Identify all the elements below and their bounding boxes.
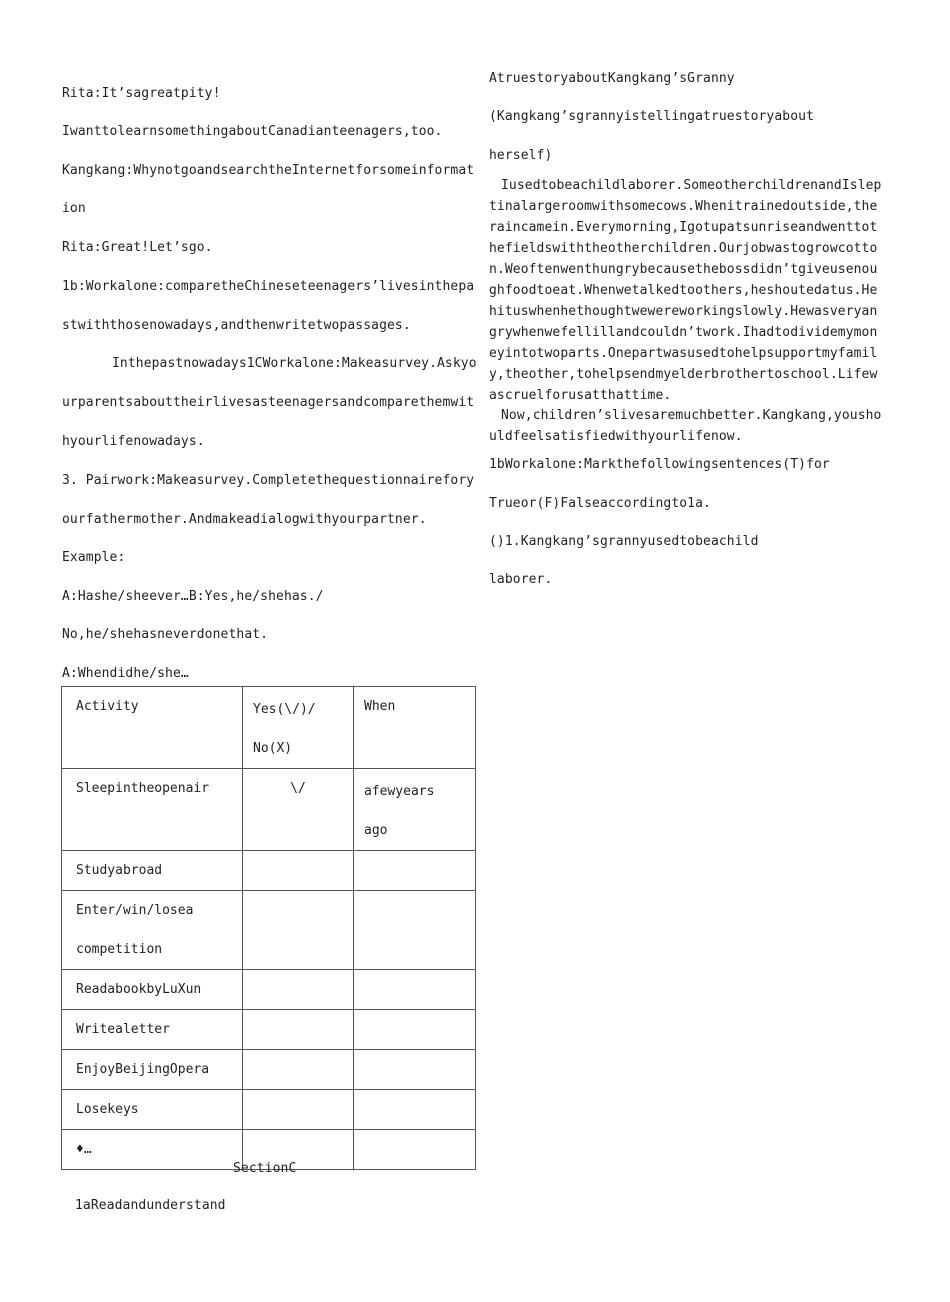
yes-cell: \/ <box>243 769 354 851</box>
header-when: When <box>354 687 476 769</box>
dialog-line: Kangkang:WhynotgoandsearchtheInternetforsomeinformat <box>62 163 475 178</box>
activity-cell: Sleepintheopenair <box>62 769 243 851</box>
yes-cell <box>243 1050 354 1090</box>
when-cell <box>354 1090 476 1130</box>
dialog-line: Rita:Great!Let’sgo. <box>62 240 213 255</box>
when-cell <box>354 1130 476 1170</box>
table-row <box>62 1010 476 1050</box>
example-line: No,he/shehasneverdonethat. <box>62 627 269 642</box>
when-cell <box>354 1050 476 1090</box>
task-line: stwiththosenowadays,andthenwritetwopassages. <box>62 318 411 333</box>
table-row <box>62 769 476 851</box>
activity-cell: Writealetter <box>62 1010 243 1050</box>
when-cell: afewyears ago <box>354 769 476 851</box>
table-row <box>62 891 476 970</box>
dialog-line: ion <box>62 201 86 216</box>
when-cell <box>354 970 476 1010</box>
dialog-line: IwanttolearnsomethingaboutCanadianteenagers,too. <box>62 124 443 139</box>
table-row <box>62 970 476 1010</box>
survey-table <box>61 686 476 1170</box>
activity-cell: Losekeys <box>62 1090 243 1130</box>
read-label: 1aReadandunderstand <box>75 1198 226 1213</box>
section-title: SectionC <box>233 1161 297 1176</box>
story-subtitle: herself) <box>489 148 553 163</box>
activity-cell: EnjoyBeijingOpera <box>62 1050 243 1090</box>
example-line: A:Whendidhe/she… <box>62 666 189 681</box>
header-activity: Activity <box>62 687 243 769</box>
story-paragraph: Iusedtobeachildlaborer.SomeotherchildrenandIsleptinalargeroomwithsomecows.Whenitrainedoutside,theraincamein.Everymorning,Igotupatsunriseandwenttothefieldswiththeotherchildren.Ourjobwastogrowcotton.Weoftenwenthungrybecausethebossdidn’tgiveusenoughfoodtoeat.Whenwetalkedtoothers,heshoutedatus.Hehituswhenhethoughtwewereworkingslowly.Hewasveryangrywhenwefellillandcouldn’twork.Ihadtodividemymoneyintotwoparts.Onepartwasusedtohelpsupportmyfamily,theother,tohelpsendmyelderbrothertoschool.Lifewascruelforusatthattime. <box>489 178 882 403</box>
task-line: Inthepastnowadays1CWorkalone:Makeasurvey.Askyo <box>112 356 477 371</box>
story-title: AtruestoryaboutKangkang’sGranny <box>489 71 735 86</box>
table-row <box>62 1050 476 1090</box>
when-cell <box>354 891 476 970</box>
task-line: 1b:Workalone:comparetheChineseteenagers’livesinthepa <box>62 279 475 294</box>
yes-cell <box>243 1090 354 1130</box>
yes-cell <box>243 970 354 1010</box>
yes-cell <box>243 851 354 891</box>
header-yes-no: Yes(\/)/ No(X) <box>243 687 354 769</box>
table-row <box>62 851 476 891</box>
activity-cell: Studyabroad <box>62 851 243 891</box>
example-line: A:Hashe/sheever…B:Yes,he/shehas./ <box>62 589 324 604</box>
when-cell <box>354 1010 476 1050</box>
task-line: 3. Pairwork:Makeasurvey.Completethequestionnairefory <box>62 473 475 488</box>
table-header-row <box>62 687 476 769</box>
when-cell <box>354 851 476 891</box>
dialog-line: Rita:It’sagreatpity! <box>62 86 221 101</box>
question-line: ()1.Kangkang’sgrannyusedtobeachild <box>489 534 759 549</box>
activity-cell: ReadabookbyLuXun <box>62 970 243 1010</box>
task-line: ourfathermother.Andmakeadialogwithyourpartner. <box>62 512 427 527</box>
task-line: 1bWorkalone:Markthefollowingsentences(T)for <box>489 457 830 472</box>
yes-cell <box>243 891 354 970</box>
story-paragraph: Now,children’slivesaremuchbetter.Kangkang,youshouldfeelsatisfiedwithyourlifenow. <box>489 408 882 444</box>
story-subtitle: (Kangkang’sgrannyistellingatruestoryabout <box>489 109 814 124</box>
task-line: urparentsabouttheirlivesasteenagersandcomparethemwit <box>62 395 475 410</box>
example-label: Example: <box>62 550 126 565</box>
task-line: hyourlifenowadays. <box>62 434 205 449</box>
table-row <box>62 1090 476 1130</box>
yes-cell <box>243 1010 354 1050</box>
activity-cell: Enter/win/losea competition <box>62 891 243 970</box>
task-line: Trueor(F)Falseaccordingto1a. <box>489 496 711 511</box>
question-line: laborer. <box>489 572 553 587</box>
activity-cell: ♦… <box>62 1130 243 1170</box>
